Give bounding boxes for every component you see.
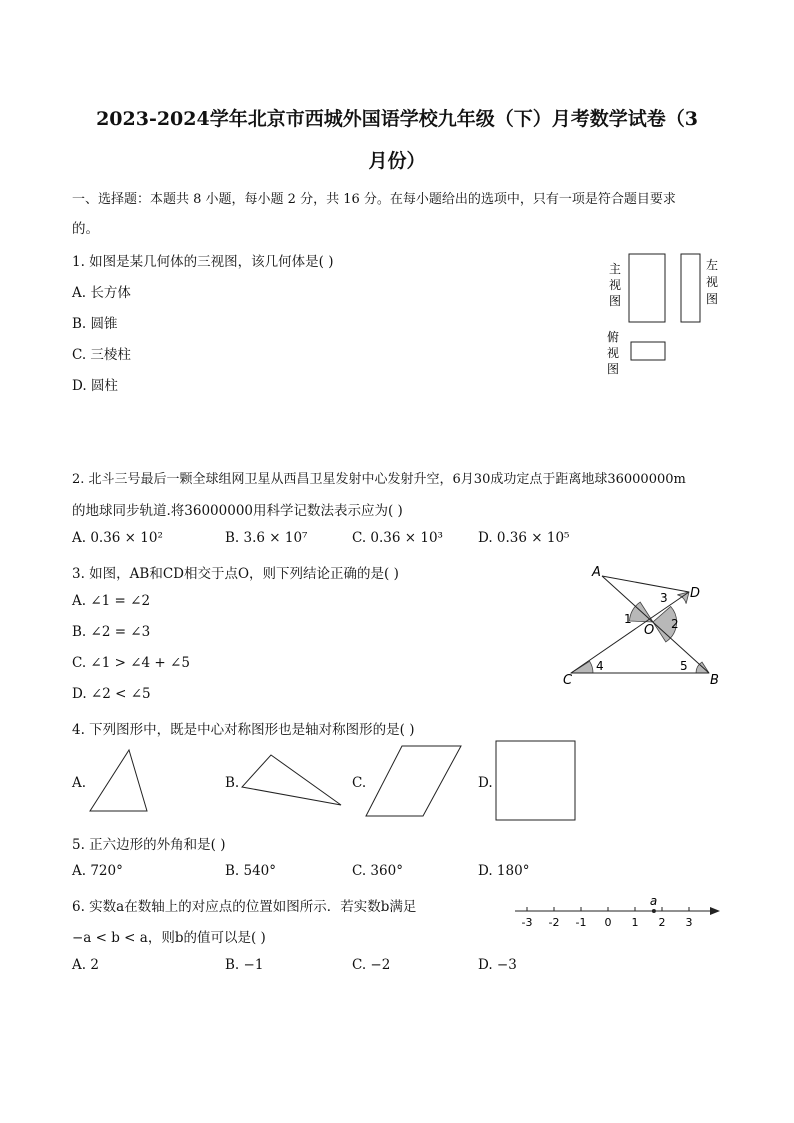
label-B: B: [710, 673, 719, 688]
question-4-option-c: C.: [352, 775, 367, 791]
point-a-dot: [652, 909, 656, 913]
front-view-label-1: 主: [609, 262, 622, 276]
question-2-option-a: A. 0.36 × 10²: [72, 530, 163, 546]
front-view-label-3: 图: [609, 294, 622, 308]
number-line-arrow: [710, 907, 720, 915]
top-view-rect: [631, 342, 665, 360]
section-heading: 一、选择题：本题共 8 小题，每小题 2 分，共 16 分。在每小题给出的选项中，只有一项是符合题目要求: [72, 192, 676, 207]
question-3-option-d: D. ∠2 < ∠5: [72, 686, 151, 702]
question-2-stem: 2. 北斗三号最后一颗全球组网卫星从西昌卫星发射中心发射升空，6月30成功定点于距离地球36000000m: [72, 472, 686, 487]
segment-AD: [602, 576, 689, 592]
question-3-option-b: B. ∠2 = ∠3: [72, 624, 151, 640]
number-line-tick-label: 2: [658, 916, 666, 929]
option-a-triangle: [85, 744, 155, 816]
left-view-label-1: 左: [706, 258, 719, 272]
number-line-tick-label: 1: [631, 916, 639, 929]
label-O: O: [644, 623, 655, 638]
label-angle-5: 5: [680, 659, 688, 673]
label-angle-3: 3: [660, 591, 668, 605]
question-3-option-a: A. ∠1 = ∠2: [72, 593, 151, 609]
page-title: 2023-2024学年北京市西城外国语学校九年级（下）月考数学试卷（3: [96, 108, 698, 130]
number-line-tick-label: 0: [604, 916, 612, 929]
front-view-label-2: 视: [609, 278, 622, 292]
question-1-option-c: C. 三棱柱: [72, 347, 131, 363]
number-line-tick-label: -1: [575, 916, 587, 929]
question-5-option-d: D. 180°: [478, 863, 530, 879]
question-2-option-b: B. 3.6 × 10⁷: [225, 530, 308, 546]
top-view-label-2: 视: [607, 346, 620, 360]
question-1-option-b: B. 圆锥: [72, 316, 118, 332]
question-6-option-c: C. −2: [352, 957, 391, 973]
label-D: D: [690, 586, 701, 601]
question-5-option-b: B. 540°: [225, 863, 277, 879]
question-5-option-c: C. 360°: [352, 863, 403, 879]
question-6-option-a: A. 2: [72, 957, 99, 973]
front-view-rect: [629, 254, 665, 322]
number-line-figure: [512, 892, 724, 932]
question-1-stem: 1. 如图是某几何体的三视图，该几何体是( ): [72, 254, 334, 270]
left-view-label-2: 视: [706, 275, 719, 289]
option-d-square: [494, 740, 578, 822]
number-line-tick-label: -3: [521, 916, 533, 929]
question-4-option-b: B.: [225, 775, 240, 791]
three-views-figure: [600, 246, 730, 386]
section-heading-continued: 的。: [72, 221, 99, 237]
point-a-label: a: [649, 894, 658, 908]
label-C: C: [563, 673, 573, 688]
option-b-triangle: [238, 752, 346, 810]
question-3-stem: 3. 如图，AB和CD相交于点O，则下列结论正确的是( ): [72, 566, 399, 582]
question-2-option-d: D. 0.36 × 10⁵: [478, 530, 570, 546]
question-6-option-b: B. −1: [225, 957, 264, 973]
left-view-label-3: 图: [706, 292, 719, 306]
page-title-continued: 月份）: [368, 150, 426, 172]
question-4-option-a: A.: [72, 775, 87, 791]
question-1-option-d: D. 圆柱: [72, 378, 118, 394]
label-angle-1: 1: [624, 612, 632, 626]
top-view-label-1: 俯: [607, 330, 620, 344]
number-line-tick-label: -2: [548, 916, 560, 929]
option-c-parallelogram: [364, 743, 464, 819]
question-6-stem-continued: −a < b < a，则b的值可以是( ): [72, 930, 266, 946]
question-4-option-d: D.: [478, 775, 493, 791]
question-4-stem: 4. 下列图形中，既是中心对称图形也是轴对称图形的是( ): [72, 722, 415, 738]
question-2-stem-continued: 的地球同步轨道.将36000000用科学记数法表示应为( ): [72, 503, 403, 519]
label-angle-4: 4: [596, 659, 604, 673]
number-line-tick-label: 3: [685, 916, 693, 929]
question-5-option-a: A. 720°: [72, 863, 123, 879]
top-view-label-3: 图: [607, 362, 620, 376]
label-A: A: [592, 565, 601, 580]
question-6-option-d: D. −3: [478, 957, 517, 973]
question-1-option-a: A. 长方体: [72, 285, 131, 301]
question-2-option-c: C. 0.36 × 10³: [352, 530, 443, 546]
label-angle-2: 2: [671, 617, 679, 631]
question-3-option-c: C. ∠1 > ∠4 + ∠5: [72, 655, 190, 671]
intersecting-lines-figure: [556, 560, 726, 692]
question-6-stem: 6. 实数a在数轴上的对应点的位置如图所示．若实数b满足: [72, 899, 417, 915]
left-view-rect: [681, 254, 700, 322]
question-5-stem: 5. 正六边形的外角和是( ): [72, 837, 226, 853]
